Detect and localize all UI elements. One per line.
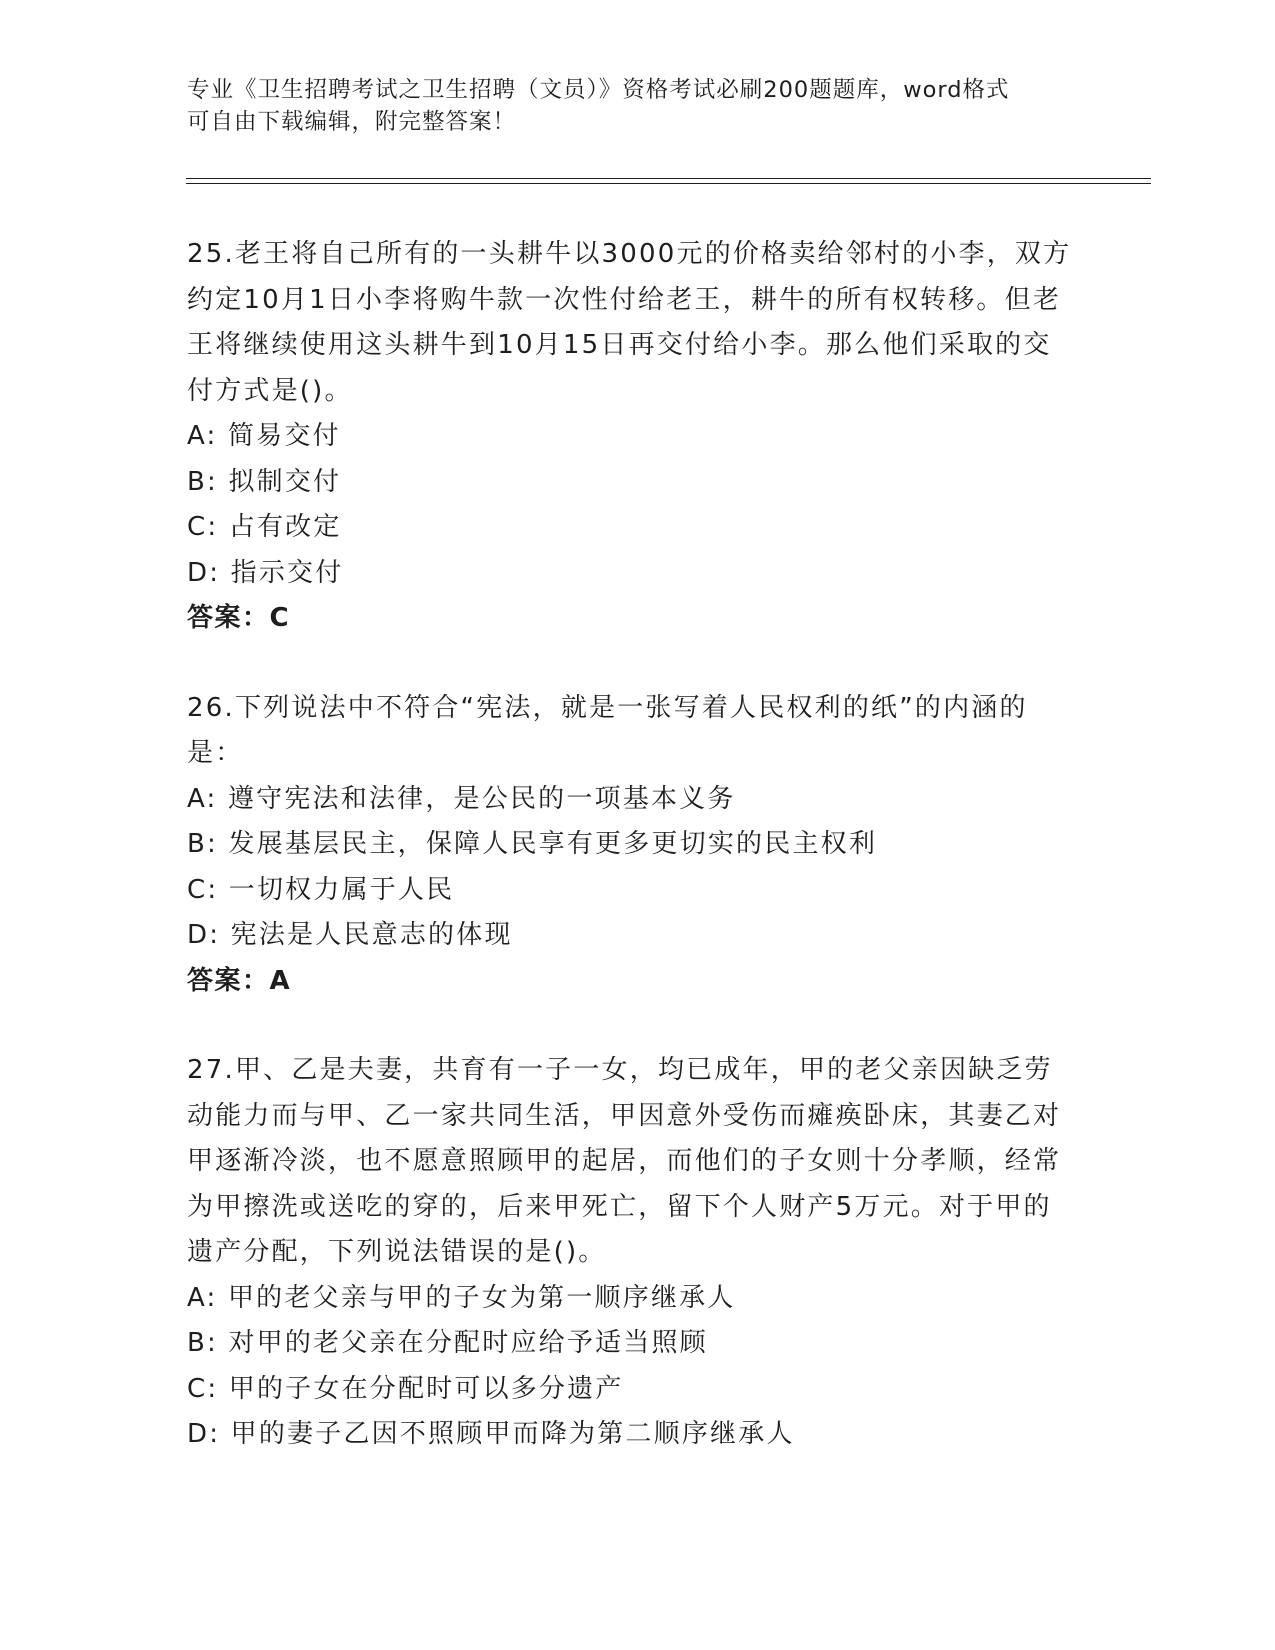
answer: 答案：A <box>187 965 292 996</box>
option-a: A: 简易交付 <box>187 421 341 451</box>
question-text: 25.老王将自己所有的一头耕牛以3000元的价格卖给邻村的小李，双方约定10月1日小李将购牛款一次性付给老王，耕牛的所有权转移。但老王将继续使用这头耕牛到10月15日再交付给小李。那么他们采取的交付方式是()。 <box>187 239 1072 406</box>
option-d: D: 宪法是人民意志的体现 <box>187 920 513 950</box>
option-b: B: 发展基层民主，保障人民享有更多更切实的民主权利 <box>187 829 878 859</box>
question-list <box>187 232 1077 1502</box>
option-b: B: 对甲的老父亲在分配时应给予适当照顾 <box>187 1328 708 1358</box>
header-divider-top <box>186 178 1151 179</box>
question-27 <box>187 1048 1077 1458</box>
option-c: C: 甲的子女在分配时可以多分遗产 <box>187 1373 624 1404</box>
header-line-2: 可自由下载编辑，附完整答案！ <box>187 109 517 135</box>
option-d: D: 甲的妻子乙因不照顾甲而降为第二顺序继承人 <box>187 1419 795 1449</box>
option-c: C: 一切权力属于人民 <box>187 874 455 905</box>
option-a: A: 甲的老父亲与甲的子女为第一顺序继承人 <box>187 1282 736 1313</box>
document-header <box>187 74 1067 138</box>
header-line-1: 专业《卫生招聘考试之卫生招聘（文员）》资格考试必刷200题题库，word格式 <box>187 77 1010 103</box>
question-text: 26.下列说法中不符合“宪法，就是一张写着人民权利的纸”的内涵的是： <box>187 692 1028 768</box>
option-c: C: 占有改定 <box>187 512 342 542</box>
option-b: B: 拟制交付 <box>187 466 342 497</box>
option-d: D: 指示交付 <box>187 557 344 588</box>
header-divider-bottom <box>186 183 1151 184</box>
question-25 <box>187 232 1077 642</box>
answer: 答案：C <box>187 603 291 633</box>
option-a: A: 遵守宪法和法律，是公民的一项基本义务 <box>187 783 736 814</box>
question-text: 27.甲、乙是夫妻，共育有一子一女，均已成年，甲的老父亲因缺乏劳动能力而与甲、乙一家共同生活，甲因意外受伤而瘫痪卧床，其妻乙对甲逐渐冷淡，也不愿意照顾甲的起居，而他们的子女则十分孝顺，经常为甲擦洗或送吃的穿的，后来甲死亡，留下个人财产5万元。对于甲的遗产分配，下列说法错误的是()。 <box>187 1055 1062 1267</box>
question-26 <box>187 686 1077 1005</box>
